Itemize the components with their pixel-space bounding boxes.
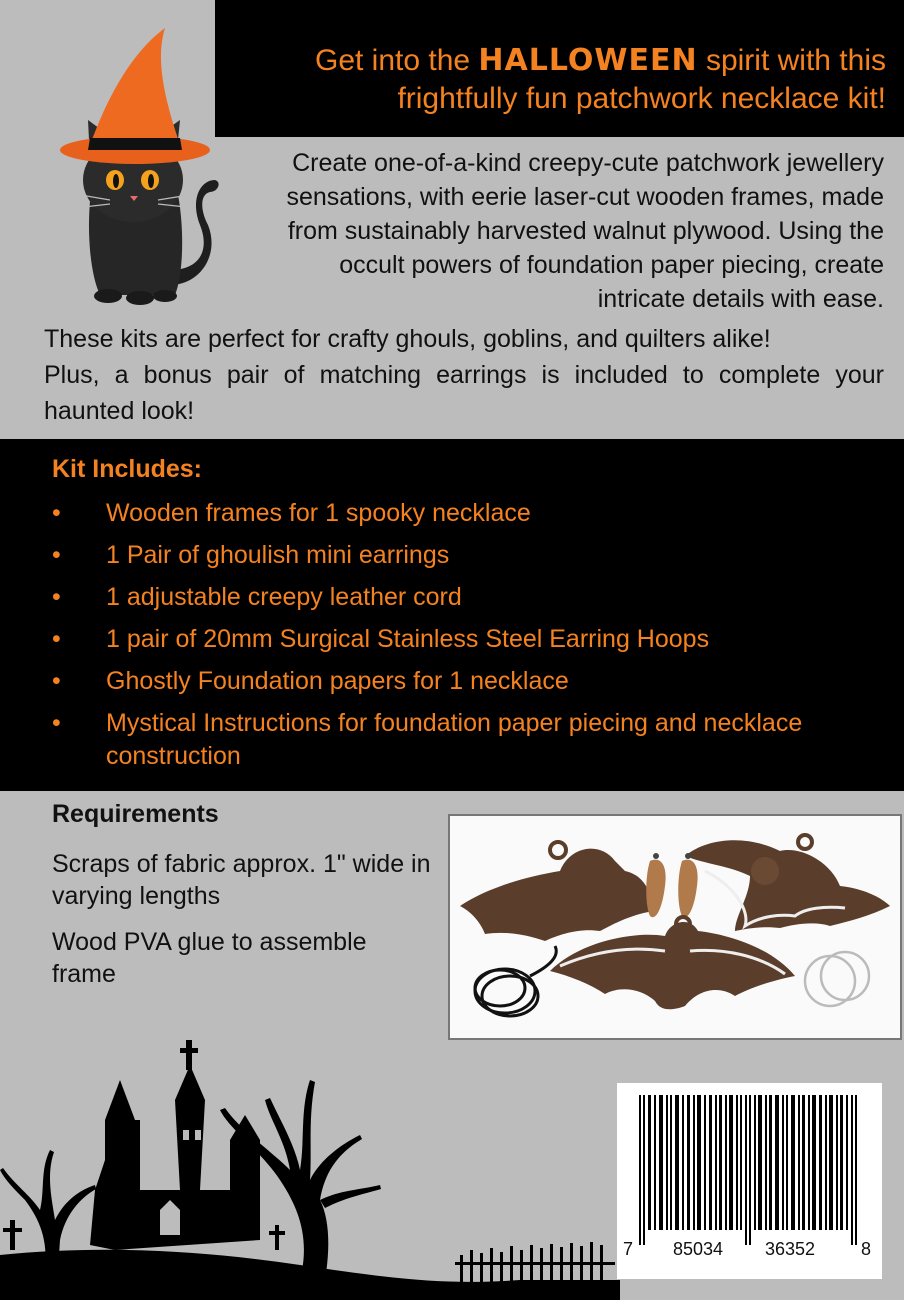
kit-item-label: 1 pair of 20mm Surgical Stainless Steel Earring Hoops (106, 625, 710, 653)
kit-item-label: 1 Pair of ghoulish mini earrings (106, 541, 450, 569)
halloween-word: HALLOWEEN (478, 43, 698, 78)
bullet: • (52, 625, 61, 653)
requirement-item: Wood PVA glue to assemble frame (52, 928, 367, 988)
requirement-item: Scraps of fabric approx. 1" wide in varying lengths (52, 850, 431, 910)
barcode-lead-digit: 7 (623, 1239, 634, 1259)
barcode (617, 1083, 882, 1279)
black-cat-witch-hat-icon (50, 20, 220, 310)
header-headline (246, 42, 886, 118)
bullet: • (52, 709, 61, 737)
intro-paragraph: Create one-of-a-kind creepy-cute patchwork jewellery sensations, with eerie laser-cut wooden frames, made from sustainably harvested walnut plywood. Using the occult powers of foundation paper piecing, create intricate details with ease. (286, 149, 884, 313)
list-item (52, 707, 872, 773)
bullet: • (52, 583, 61, 611)
list-item (52, 539, 872, 572)
list-item (52, 497, 872, 530)
kit-includes-list (52, 497, 872, 782)
requirements-title: Requirements (52, 800, 219, 828)
barcode-right-digits: 36352 (765, 1239, 816, 1259)
list-item (52, 623, 872, 656)
bullet: • (52, 667, 61, 695)
header-line2: frightfully fun patchwork necklace kit! (397, 82, 886, 115)
header-line1-pre: Get into the (314, 44, 479, 77)
bat-necklace-kit-photo (448, 814, 902, 1040)
barcode-left-digits: 85034 (673, 1239, 724, 1259)
list-item (52, 665, 872, 698)
list-item (52, 581, 872, 614)
barcode-check-digit: 8 (861, 1239, 872, 1259)
kit-item-label: Mystical Instructions for foundation paper piecing and necklace construction (106, 709, 803, 770)
kit-includes-title: Kit Includes: (52, 455, 203, 483)
kit-item-label: Ghostly Foundation papers for 1 necklace (106, 667, 569, 695)
barcode-bars (639, 1095, 864, 1245)
bullet: • (52, 541, 61, 569)
kit-item-label: 1 adjustable creepy leather cord (106, 583, 462, 611)
kit-item-label: Wooden frames for 1 spooky necklace (106, 499, 531, 527)
bullet: • (52, 499, 61, 527)
intro-paragraph-3: Plus, a bonus pair of matching earrings is included to complete your haunted look! (44, 361, 884, 425)
header-line1-post: spirit with this (697, 44, 886, 77)
intro-continued (44, 321, 884, 429)
intro-paragraph-2: These kits are perfect for crafty ghouls, goblins, and quilters alike! (44, 325, 771, 353)
